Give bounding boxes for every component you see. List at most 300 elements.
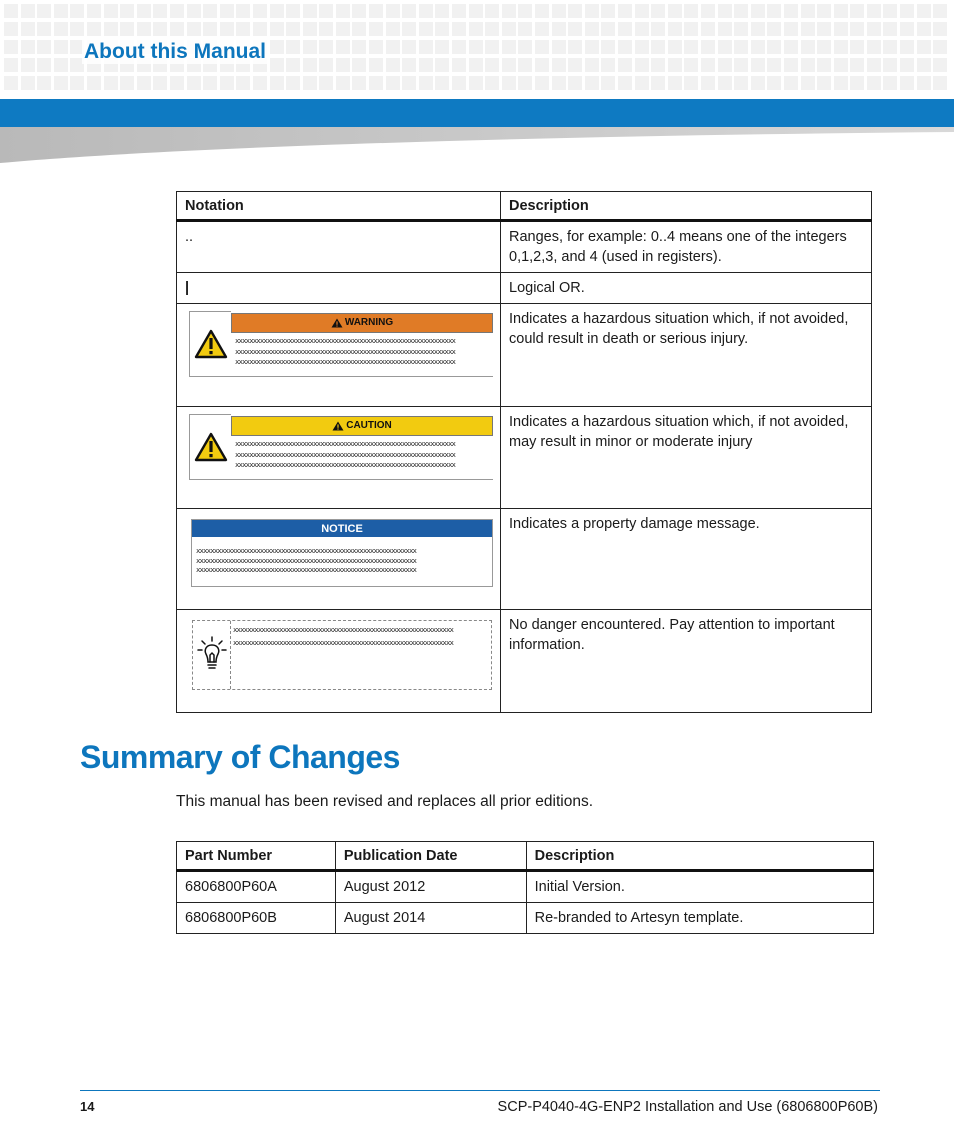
pattern-square [137, 22, 151, 36]
pattern-square [601, 22, 615, 36]
pattern-square [801, 58, 815, 72]
pattern-square [303, 40, 317, 54]
pattern-square [435, 4, 449, 18]
part-number-cell: 6806800P60B [177, 903, 336, 934]
pattern-square [419, 4, 433, 18]
pattern-square [618, 40, 632, 54]
warning-triangle-icon [189, 311, 231, 377]
caution-small-icon [332, 421, 344, 431]
pattern-square [336, 76, 350, 90]
pattern-square [900, 40, 914, 54]
pattern-square [718, 76, 732, 90]
pattern-square [684, 76, 698, 90]
pattern-square [104, 4, 118, 18]
pattern-square [402, 4, 416, 18]
pattern-square [933, 58, 947, 72]
pattern-square [734, 58, 748, 72]
pattern-square [751, 4, 765, 18]
pattern-square [767, 4, 781, 18]
pattern-square [585, 58, 599, 72]
pattern-square [386, 22, 400, 36]
pattern-square [701, 58, 715, 72]
pattern-square [369, 76, 383, 90]
pattern-square [917, 40, 931, 54]
placeholder-line: xxxxxxxxxxxxxxxxxxxxxxxxxxxxxxxxxxxxxxxxxxxxxxxxxxxxxxxxxxxxxx [235, 449, 456, 459]
pattern-square [734, 22, 748, 36]
publication-date-cell: August 2014 [335, 903, 526, 934]
pattern-square [718, 40, 732, 54]
pattern-square [170, 4, 184, 18]
pattern-square [701, 22, 715, 36]
pattern-square [651, 76, 665, 90]
description-cell: Logical OR. [501, 273, 872, 304]
pattern-square [452, 76, 466, 90]
caution-symbol-cell [177, 407, 501, 509]
caution-label: CAUTION [346, 420, 392, 431]
pattern-square [684, 22, 698, 36]
pattern-square [784, 4, 798, 18]
pattern-square [635, 40, 649, 54]
pattern-square [651, 58, 665, 72]
pattern-square [502, 58, 516, 72]
pattern-square [568, 58, 582, 72]
pattern-square [153, 22, 167, 36]
pattern-square [336, 58, 350, 72]
description-cell: Indicates a hazardous situation which, if not avoided, may result in minor or moderate injury [501, 407, 872, 509]
placeholder-line: xxxxxxxxxxxxxxxxxxxxxxxxxxxxxxxxxxxxxxxxxxxxxxxxxxxxxxxxxxxxxx [196, 565, 417, 574]
pattern-square [469, 4, 483, 18]
pattern-square [917, 22, 931, 36]
pattern-square [21, 4, 35, 18]
pattern-square [601, 58, 615, 72]
pattern-square [883, 58, 897, 72]
pattern-square [87, 76, 101, 90]
column-header-publication-date: Publication Date [335, 842, 526, 871]
pattern-square [784, 22, 798, 36]
warning-label-bar [231, 313, 493, 333]
section-title: Summary of Changes [80, 739, 400, 775]
pattern-square [286, 58, 300, 72]
pattern-square [253, 76, 267, 90]
column-header-notation: Notation [177, 192, 501, 221]
pattern-square [867, 58, 881, 72]
pattern-square [286, 4, 300, 18]
pattern-square [502, 76, 516, 90]
header-swoosh [0, 127, 954, 163]
pattern-square [668, 4, 682, 18]
pattern-square [718, 58, 732, 72]
pattern-square [54, 22, 68, 36]
pattern-square [286, 40, 300, 54]
pattern-square [834, 58, 848, 72]
pattern-square [319, 4, 333, 18]
notice-graphic [191, 519, 493, 587]
pattern-square [352, 58, 366, 72]
caution-label-bar [231, 416, 493, 436]
pattern-square [850, 58, 864, 72]
pattern-square [270, 22, 284, 36]
pattern-square [137, 76, 151, 90]
pattern-square [435, 58, 449, 72]
pattern-square [834, 22, 848, 36]
description-cell: No danger encountered. Pay attention to important information. [501, 610, 872, 713]
pattern-square [303, 4, 317, 18]
pattern-square [21, 76, 35, 90]
header-blue-bar [0, 99, 954, 127]
pattern-square [54, 40, 68, 54]
pattern-square [70, 76, 84, 90]
pattern-square [801, 22, 815, 36]
pattern-square [21, 58, 35, 72]
pattern-square [568, 76, 582, 90]
description-cell: Initial Version. [526, 871, 873, 903]
part-number-cell: 6806800P60A [177, 871, 336, 903]
pattern-square [552, 40, 566, 54]
pattern-square [900, 76, 914, 90]
notice-label: NOTICE [321, 522, 363, 535]
pattern-square [751, 76, 765, 90]
pattern-square [21, 40, 35, 54]
placeholder-line: xxxxxxxxxxxxxxxxxxxxxxxxxxxxxxxxxxxxxxxxxxxxxxxxxxxxxxxxxxxxxx [235, 357, 456, 366]
pattern-square [469, 40, 483, 54]
pattern-square [751, 58, 765, 72]
pattern-square [568, 4, 582, 18]
table-row [177, 509, 872, 610]
pattern-square [867, 76, 881, 90]
pattern-square [834, 4, 848, 18]
table-row [177, 221, 872, 273]
pattern-square [120, 4, 134, 18]
warning-label: WARNING [344, 317, 394, 328]
pattern-square [220, 4, 234, 18]
pattern-square [352, 22, 366, 36]
pattern-square [518, 22, 532, 36]
pattern-square [784, 76, 798, 90]
pattern-square [767, 58, 781, 72]
pattern-square [452, 40, 466, 54]
pattern-square [37, 76, 51, 90]
pattern-square [502, 22, 516, 36]
pattern-square [684, 58, 698, 72]
table-row [177, 903, 874, 934]
pattern-square [618, 58, 632, 72]
pattern-square [684, 40, 698, 54]
pattern-square [153, 4, 167, 18]
pattern-square [552, 4, 566, 18]
pattern-square [518, 4, 532, 18]
pattern-square [419, 58, 433, 72]
notice-symbol-cell [177, 509, 501, 610]
pattern-square [386, 40, 400, 54]
pattern-square [850, 76, 864, 90]
pattern-square [850, 40, 864, 54]
pattern-square [419, 76, 433, 90]
pattern-square [850, 22, 864, 36]
pattern-square [203, 76, 217, 90]
pattern-square [718, 4, 732, 18]
pattern-square [220, 76, 234, 90]
pattern-square [618, 4, 632, 18]
changes-table [176, 841, 874, 934]
pattern-square [4, 76, 18, 90]
pattern-square [386, 58, 400, 72]
placeholder-text [235, 439, 493, 471]
pattern-square [120, 22, 134, 36]
pattern-square [485, 76, 499, 90]
pattern-square [37, 58, 51, 72]
pattern-square [651, 4, 665, 18]
pattern-square [37, 22, 51, 36]
pattern-square [187, 22, 201, 36]
pattern-square [635, 76, 649, 90]
pattern-square [867, 22, 881, 36]
column-header-description: Description [526, 842, 873, 871]
pattern-square [552, 76, 566, 90]
pattern-square [319, 58, 333, 72]
pattern-square [336, 22, 350, 36]
pattern-square [933, 4, 947, 18]
pattern-square [21, 22, 35, 36]
pattern-square [635, 58, 649, 72]
pattern-square [568, 22, 582, 36]
table-header-row [177, 192, 872, 221]
pattern-square [701, 76, 715, 90]
pattern-square [452, 4, 466, 18]
table-header-row [177, 842, 874, 871]
pattern-square [286, 76, 300, 90]
pattern-square [104, 22, 118, 36]
pattern-square [435, 22, 449, 36]
table-row [177, 407, 872, 509]
pattern-square [801, 4, 815, 18]
pattern-square [220, 22, 234, 36]
column-header-part-number: Part Number [177, 842, 336, 871]
pattern-square [518, 40, 532, 54]
pattern-square [535, 22, 549, 36]
pattern-square [601, 4, 615, 18]
notice-baseline [231, 376, 493, 377]
pattern-square [618, 22, 632, 36]
pattern-square [585, 76, 599, 90]
pattern-square [54, 4, 68, 18]
pattern-square [601, 40, 615, 54]
pattern-square [668, 40, 682, 54]
pattern-square [867, 40, 881, 54]
pattern-square [867, 4, 881, 18]
pattern-square [270, 40, 284, 54]
pattern-square [303, 58, 317, 72]
placeholder-line: xxxxxxxxxxxxxxxxxxxxxxxxxxxxxxxxxxxxxxxxxxxxxxxxxxxxxxxxxxxxxx [235, 439, 456, 448]
notice-label-bar [192, 520, 492, 538]
pattern-square [469, 76, 483, 90]
pattern-square [585, 4, 599, 18]
pattern-square [153, 76, 167, 90]
pattern-square [87, 22, 101, 36]
pattern-square [701, 4, 715, 18]
pattern-square [552, 58, 566, 72]
pattern-square [319, 22, 333, 36]
pattern-square [784, 58, 798, 72]
pattern-square [751, 22, 765, 36]
pattern-square [386, 76, 400, 90]
pattern-square [352, 40, 366, 54]
placeholder-line: xxxxxxxxxxxxxxxxxxxxxxxxxxxxxxxxxxxxxxxxxxxxxxxxxxxxxxxxxxxxxx [235, 346, 456, 356]
publication-date-cell: August 2012 [335, 871, 526, 903]
pattern-square [933, 40, 947, 54]
pattern-square [54, 58, 68, 72]
pattern-square [419, 22, 433, 36]
pattern-square [369, 4, 383, 18]
notation-cell: | [177, 273, 501, 304]
placeholder-line: xxxxxxxxxxxxxxxxxxxxxxxxxxxxxxxxxxxxxxxxxxxxxxxxxxxxxxxxxxxxxx [196, 555, 417, 565]
pattern-square [585, 22, 599, 36]
pattern-square [834, 40, 848, 54]
pattern-square [502, 4, 516, 18]
tip-symbol-cell [177, 610, 501, 713]
pattern-square [236, 4, 250, 18]
pattern-square [917, 58, 931, 72]
pattern-square [236, 76, 250, 90]
pattern-square [4, 58, 18, 72]
pattern-square [485, 40, 499, 54]
pattern-square [767, 40, 781, 54]
pattern-square [635, 4, 649, 18]
pattern-square [883, 40, 897, 54]
pattern-square [270, 76, 284, 90]
footer-document-title: SCP-P4040-4G-ENP2 Installation and Use (6806800P60B) [497, 1099, 878, 1115]
pattern-square [419, 40, 433, 54]
pattern-square [817, 76, 831, 90]
caution-notice-graphic [189, 414, 493, 480]
pattern-square [435, 76, 449, 90]
pattern-square [850, 4, 864, 18]
table-row [177, 304, 872, 407]
pattern-square [187, 4, 201, 18]
pattern-square [751, 40, 765, 54]
pattern-square [170, 22, 184, 36]
pattern-square [734, 4, 748, 18]
pattern-square [900, 58, 914, 72]
pattern-square [734, 76, 748, 90]
pattern-square [369, 40, 383, 54]
placeholder-line: xxxxxxxxxxxxxxxxxxxxxxxxxxxxxxxxxxxxxxxxxxxxxxxxxxxxxxxxxxxxxx [196, 546, 417, 555]
pattern-square [203, 4, 217, 18]
pattern-square [734, 40, 748, 54]
pattern-square [236, 22, 250, 36]
pattern-square [485, 58, 499, 72]
page-number: 14 [80, 1099, 95, 1114]
pattern-square [767, 76, 781, 90]
pattern-square [834, 76, 848, 90]
pattern-square [668, 76, 682, 90]
pattern-square [369, 58, 383, 72]
pattern-square [801, 40, 815, 54]
section-intro: This manual has been revised and replaces all prior editions. [176, 793, 594, 810]
pattern-square [568, 40, 582, 54]
pattern-square [70, 4, 84, 18]
pattern-square [37, 40, 51, 54]
pattern-square [535, 4, 549, 18]
pattern-square [303, 22, 317, 36]
pattern-square [4, 22, 18, 36]
pattern-square [668, 22, 682, 36]
tip-notice-graphic [192, 620, 492, 690]
table-row [177, 610, 872, 713]
pattern-square [319, 76, 333, 90]
pattern-square [635, 22, 649, 36]
pattern-square [87, 4, 101, 18]
pattern-square [4, 40, 18, 54]
pattern-square [469, 22, 483, 36]
pattern-square [684, 4, 698, 18]
pattern-square [701, 40, 715, 54]
pattern-square [518, 76, 532, 90]
pattern-square [253, 22, 267, 36]
notation-cell: .. [177, 221, 501, 273]
placeholder-text [235, 336, 493, 368]
pattern-square [883, 4, 897, 18]
pattern-square [883, 22, 897, 36]
pattern-square [933, 22, 947, 36]
warning-small-icon [331, 318, 343, 328]
pattern-square [402, 40, 416, 54]
pattern-square [54, 76, 68, 90]
pattern-square [518, 58, 532, 72]
pattern-square [668, 58, 682, 72]
pattern-square [270, 4, 284, 18]
pattern-square [817, 58, 831, 72]
pattern-square [817, 4, 831, 18]
pattern-square [386, 4, 400, 18]
pattern-square [270, 58, 284, 72]
description-cell: Indicates a property damage message. [501, 509, 872, 610]
pattern-square [817, 40, 831, 54]
pattern-square [618, 76, 632, 90]
placeholder-text [196, 546, 492, 575]
pattern-square [585, 40, 599, 54]
pattern-square [402, 76, 416, 90]
placeholder-line: xxxxxxxxxxxxxxxxxxxxxxxxxxxxxxxxxxxxxxxxxxxxxxxxxxxxxxxxxxxxxx [233, 625, 454, 634]
pattern-square [651, 22, 665, 36]
pattern-square [37, 4, 51, 18]
pattern-square [883, 76, 897, 90]
pattern-square [801, 76, 815, 90]
warning-symbol-cell [177, 304, 501, 407]
pattern-square [104, 76, 118, 90]
description-cell: Indicates a hazardous situation which, if not avoided, could result in death or serious injury. [501, 304, 872, 407]
pattern-square [485, 4, 499, 18]
pattern-square [651, 40, 665, 54]
page-header-title: About this Manual [84, 40, 266, 63]
placeholder-line: xxxxxxxxxxxxxxxxxxxxxxxxxxxxxxxxxxxxxxxxxxxxxxxxxxxxxxxxxxxxxx [233, 638, 454, 647]
pattern-square [917, 76, 931, 90]
pattern-square [402, 22, 416, 36]
pattern-square [369, 22, 383, 36]
table-row [177, 871, 874, 903]
description-cell: Re-branded to Artesyn template. [526, 903, 873, 934]
column-header-description: Description [501, 192, 872, 221]
table-row [177, 273, 872, 304]
notice-baseline [231, 479, 493, 480]
pattern-square [485, 22, 499, 36]
pattern-square [552, 22, 566, 36]
pattern-square [535, 40, 549, 54]
pattern-square [435, 40, 449, 54]
pattern-square [767, 22, 781, 36]
pattern-square [253, 4, 267, 18]
pattern-square [336, 40, 350, 54]
pattern-square [917, 4, 931, 18]
